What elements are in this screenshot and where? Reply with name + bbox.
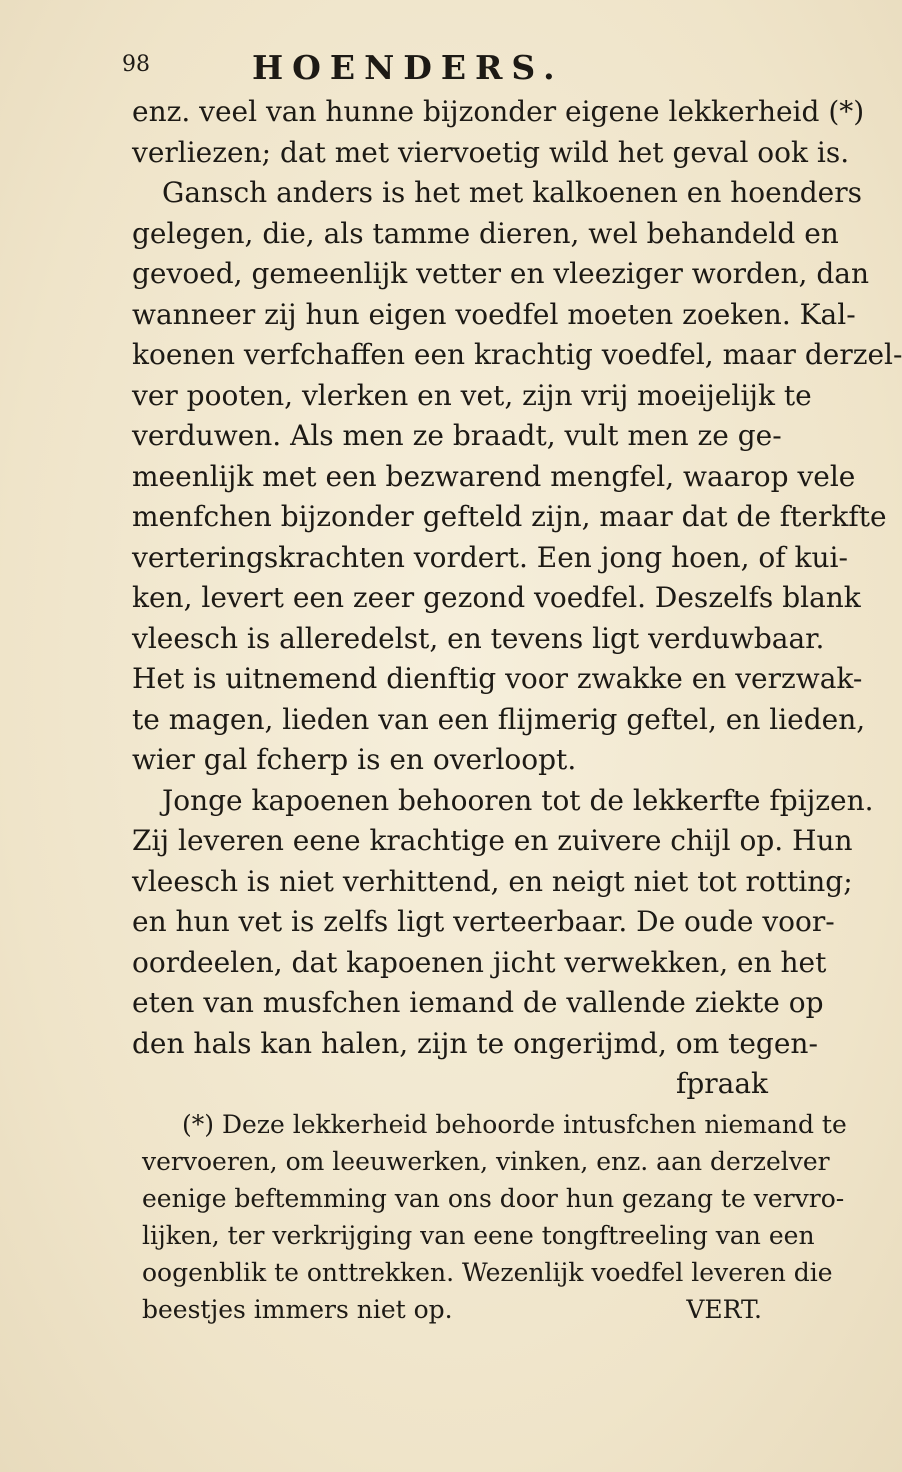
text-line: gelegen, die, als tamme dieren, wel behandeld en [132, 216, 839, 250]
text-line: verduwen. Als men ze braadt, vult men ze ge- [132, 419, 782, 452]
text-line: te magen, lieden van een flijmerig geftel, en lieden, [132, 702, 866, 736]
body-text [132, 92, 902, 1105]
page-header [122, 48, 762, 88]
text-line: menfchen bijzonder gefteld zijn, maar dat de fterkfte [132, 500, 887, 533]
text-line: meenlijk met een bezwarend mengfel, waarop vele [132, 459, 856, 493]
text-line: enz. veel van hunne bijzonder eigene lekkerheid (*) [132, 95, 865, 128]
text-line: gevoed, gemeenlijk vetter en vleeziger worden, dan [132, 257, 869, 290]
text-line: en hun vet is zelfs ligt verteerbaar. De oude voor- [132, 905, 835, 938]
text-line: ken, levert een zeer gezond voedfel. Deszelfs blank [132, 581, 861, 614]
footnote-line: beestjes immers niet op. [142, 1295, 453, 1324]
footnote-line: oogenblik te onttrekken. Wezenlijk voedfel leveren die [142, 1258, 833, 1287]
text-line: koenen verfchaffen een krachtig voedfel, maar derzel- [132, 338, 902, 371]
catchword: fpraak [675, 1067, 768, 1100]
text-line: Het is uitnemend dienftig voor zwakke en verzwak- [132, 662, 863, 695]
footnote-line: (*) Deze lekkerheid behoorde intusfchen niemand te [182, 1110, 847, 1139]
footnote-line: lijken, ter verkrijging van eene tongftreeling van een [142, 1221, 815, 1250]
text-line: Gansch anders is het met kalkoenen en hoenders [162, 176, 862, 209]
footnote [142, 1106, 847, 1328]
text-line: verliezen; dat met viervoetig wild het geval ook is. [132, 135, 850, 169]
text-line: vleesch is niet verhittend, en neigt niet tot rotting; [132, 864, 853, 898]
footnote-continuation: VERT. [686, 1295, 762, 1324]
text-line: verteringskrachten vordert. Een jong hoen, of kui- [132, 540, 848, 574]
text-line: eten van musfchen iemand de vallende ziekte op [132, 986, 824, 1019]
footnote-line: eenige beftemming van ons door hun gezang te vervro- [142, 1184, 845, 1213]
footnote-line: vervoeren, om leeuwerken, vinken, enz. aan derzelver [142, 1147, 830, 1176]
page-number: 98 [122, 52, 150, 77]
text-line: Zij leveren eene krachtige en zuivere chijl op. Hun [132, 824, 853, 857]
text-line: den hals kan halen, zijn te ongerijmd, om tegen- [132, 1026, 818, 1060]
running-head: HOENDERS. [252, 48, 564, 87]
text-line: oordeelen, dat kapoenen jicht verwekken, en het [132, 945, 827, 979]
text-line: wanneer zij hun eigen voedfel moeten zoeken. Kal- [132, 297, 856, 331]
text-line: ver pooten, vlerken en vet, zijn vrij moeijelijk te [132, 378, 812, 412]
footnote-line-last [142, 1291, 762, 1328]
text-line: vleesch is alleredelst, en tevens ligt verduwbaar. [132, 621, 825, 655]
text-line: Jonge kapoenen behooren tot de lekkerfte fpijzen. [162, 783, 874, 817]
text-line: wier gal fcherp is en overloopt. [132, 743, 577, 776]
